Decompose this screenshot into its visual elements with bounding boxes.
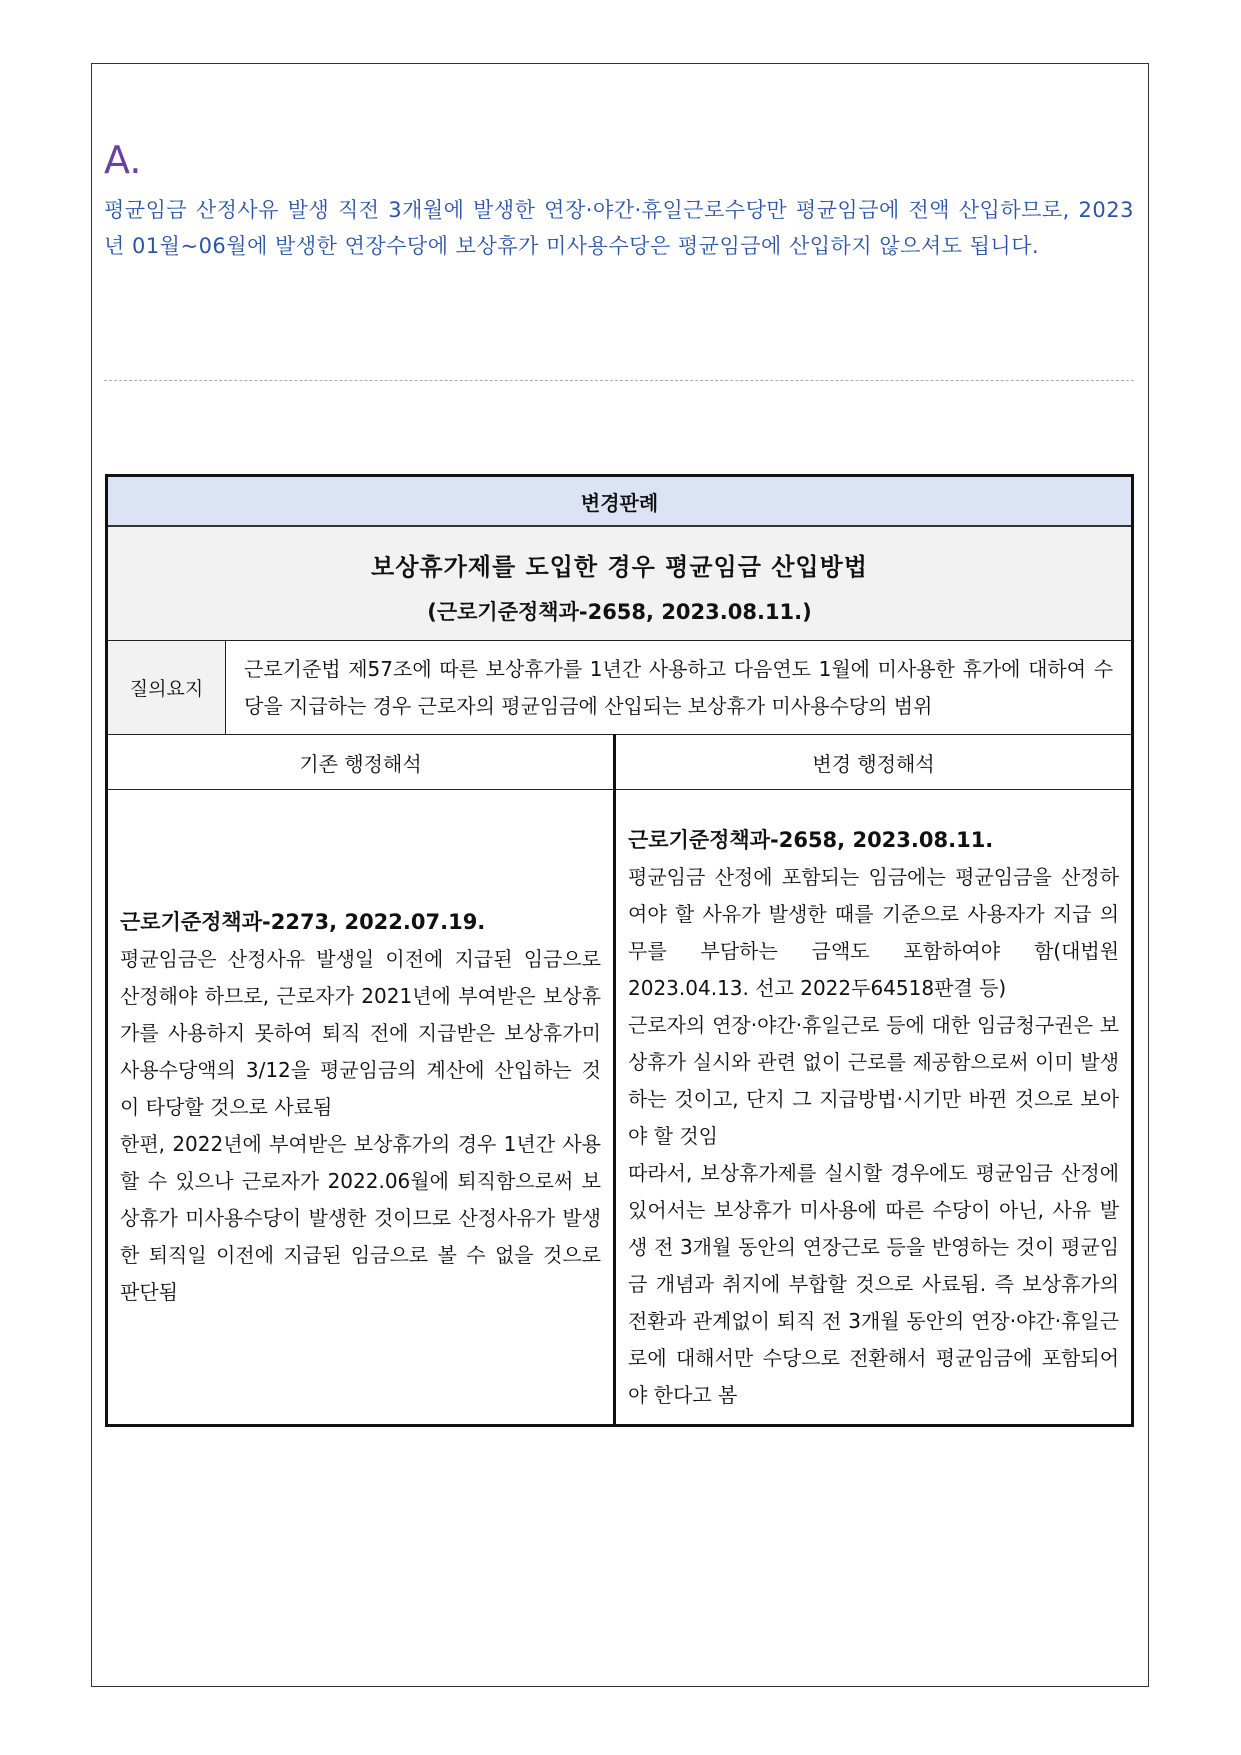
previous-paragraph: 한편, 2022년에 부여받은 보상휴가의 경우 1년간 사용할 수 있으나 근로자가 2022.06월에 퇴직함으로써 보상휴가 미사용수당이 발생한 것이므로 산정사유가 발생한 퇴직일 이전에 지급된 임금으로 볼 수 없을 것으로 판단됨	[120, 1131, 601, 1304]
changed-interpretation-cell	[615, 790, 1133, 1426]
question-text: 근로기준법 제57조에 따른 보상휴가를 1년간 사용하고 다음연도 1월에 미사용한 휴가에 대하여 수당을 지급하는 경우 근로자의 평균임금에 산입되는 보상휴가 미사용수당의 범위	[226, 641, 1133, 735]
changed-paragraph: 평균임금 산정에 포함되는 임금에는 평균임금을 산정하여야 할 사유가 발생한 때를 기준으로 사용자가 지급 의무를 부담하는 금액도 포함하여야 함(대법원 2023.04.13. 선고 2022두64518판결 등)	[628, 865, 1120, 1000]
section-divider	[104, 380, 1134, 381]
case-title: 보상휴가제를 도입한 경우 평균임금 산입방법	[371, 553, 868, 581]
previous-interpretation-cell	[107, 790, 615, 1426]
changed-reference: 근로기준정책과-2658, 2023.08.11.	[628, 828, 994, 852]
case-table	[105, 474, 1134, 1427]
column-header-previous: 기존 행정해석	[107, 735, 615, 790]
changed-paragraph: 따라서, 보상휴가제를 실시할 경우에도 평균임금 산정에 있어서는 보상휴가 미사용에 따른 수당이 아닌, 사유 발생 전 3개월 동안의 연장근로 등을 반영하는 것이 평균임금 개념과 취지에 부합할 것으로 사료됨. 즉 보상휴가의 전환과 관계없이 퇴직 전 3개월 동안의 연장·야간·휴일근로에 대해서만 수당으로 전환해서 평균임금에 포함되어야 한다고 봄	[628, 1161, 1120, 1407]
previous-reference: 근로기준정책과-2273, 2022.07.19.	[120, 909, 486, 934]
question-label: 질의요지	[107, 641, 226, 735]
case-subtitle: (근로기준정책과-2658, 2023.08.11.)	[427, 600, 812, 624]
column-header-changed: 변경 행정해석	[615, 735, 1133, 790]
answer-label: A.	[104, 138, 142, 182]
changed-paragraph: 근로자의 연장·야간·휴일근로 등에 대한 임금청구권은 보상휴가 실시와 관련 없이 근로를 제공함으로써 이미 발생하는 것이고, 단지 그 지급방법·시기만 바뀐 것으로 보아야 할 것임	[628, 1013, 1120, 1148]
table-header: 변경판례	[107, 476, 1133, 527]
case-title-cell	[107, 526, 1133, 641]
answer-text: 평균임금 산정사유 발생 직전 3개월에 발생한 연장·야간·휴일근로수당만 평균임금에 전액 산입하므로, 2023년 01월~06월에 발생한 연장수당에 보상휴가 미사용수당은 평균임금에 산입하지 않으셔도 됩니다.	[104, 198, 1134, 258]
previous-paragraph: 평균임금은 산정사유 발생일 이전에 지급된 임금으로 산정해야 하므로, 근로자가 2021년에 부여받은 보상휴가를 사용하지 못하여 퇴직 전에 지급받은 보상휴가미사용수당액의 3/12을 평균임금의 계산에 산입하는 것이 타당할 것으로 사료됨	[120, 946, 601, 1119]
